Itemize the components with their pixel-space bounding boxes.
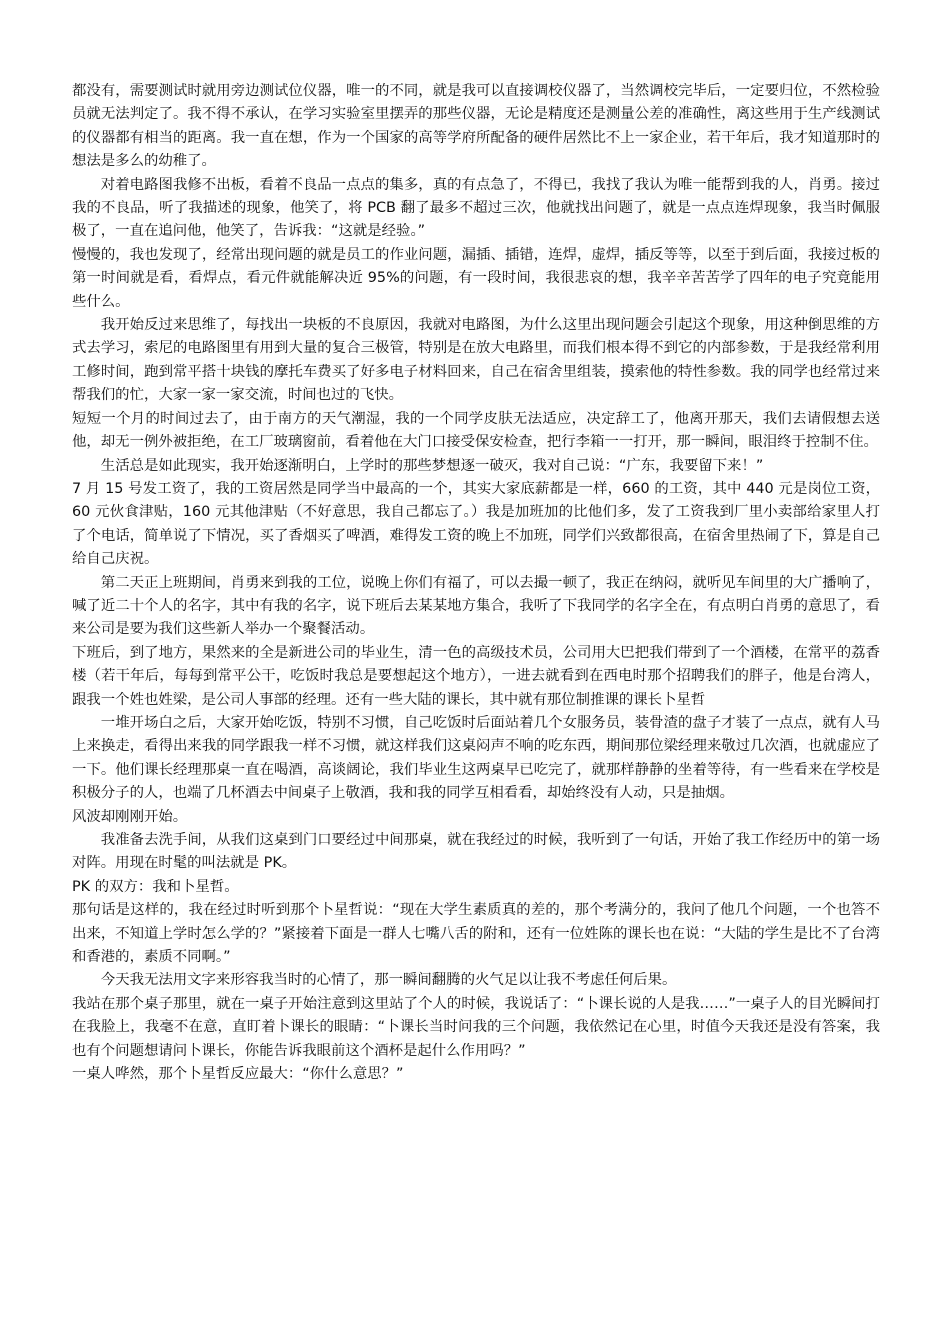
paragraph: 都没有，需要测试时就用旁边测试位仪器，唯一的不同，就是我可以直接调校仪器了，当然调校完毕后，一定要归位，不然检验员就无法判定了。我不得不承认，在学习实验室里摆弄的那些仪器，无论是精度还是测量公差的准确性，离这些用于生产线测试的仪器都有相当的距离。我一直在想，作为一个国家的高等学府所配备的硬件居然比不上一家企业，若干年后，我才知道那时的想法是多么的幼稚了。 — [72, 83, 880, 170]
paragraph: 生活总是如此现实，我开始逐渐明白，上学时的那些梦想逐一破灭，我对自己说：“广东，我要留下来！” — [100, 457, 764, 474]
paragraph: 我站在那个桌子那里，就在一桌子开始注意到这里站了个人的时候，我说话了：“卜课长说的人是我……”一桌子人的目光瞬间打在我脸上，我毫不在意，直盯着卜课长的眼睛：“卜课长当时问我的三个问题，我依然记在心里，时值今天我还是没有答案，我也有个问题想请问卜课长，你能告诉我眼前这个酒杯是起什么作用吗？” — [72, 995, 880, 1059]
paragraph: 7 月 15 号发工资了，我的工资居然是同学当中最高的一个，其实大家底薪都是一样，660 的工资，其中 440 元是岗位工资，60 元伙食津贴，160 元其他津贴（不好意思，我自己都忘了。）我是加班加的比他们多，发了工资我到厂里小卖部给家里人打了个电话，简单说了下情况，买了香烟买了啤酒，难得发工资的晚上不加班，同学们兴致都很高，在宿舍里热闹了下，算是自己给自己庆祝。 — [72, 480, 880, 568]
paragraph: 我开始反过来思维了，每找出一块板的不良原因，我就对电路图，为什么这里出现问题会引起这个现象，用这种倒思维的方式去学习，索尼的电路图里有用到大量的复合三极管，特别是在放大电路里，而我们根本得不到它的内部参数，于是我经常利用工修时间，跑到常平搭十块钱的摩托车费买了好多电子材料回来，自己在宿舍里组装，摸索他的特性参数。我的同学也经常过来帮我们的忙，大家一家一家交流，时间也过的飞快。 — [72, 317, 880, 404]
paragraph: PK 的双方：我和卜星哲。 — [72, 878, 239, 895]
paragraph: 下班后，到了地方，果然来的全是新进公司的毕业生，清一色的高级技术员，公司用大巴把我们带到了一个酒楼，在常平的荔香楼（若干年后，每每到常平公干，吃饭时我总是要想起这个地方），一进去就看到在西电时那个招聘我们的胖子，他是台湾人，跟我一个姓也姓梁，是公司人事部的经理。还有一些大陆的课长，其中就有那位制推课的课长卜星哲 — [72, 644, 880, 708]
paragraph: 一桌人哗然，那个卜星哲反应最大：“你什么意思？” — [72, 1066, 404, 1083]
paragraph: 一堆开场白之后，大家开始吃饭，特别不习惯，自己吃饭时后面站着几个女服务员，装骨渣的盘子才装了一点点，就有人马上来换走，看得出来我的同学跟我一样不习惯，就这样我们这桌闷声不响的吃东西，期间那位梁经理来敬过几次酒，也就虚应了一下。他们课长经理那桌一直在喝酒，高谈阔论，我们毕业生这两桌早已吃完了，就那样静静的坐着等待，有一些看来在学校是积极分子的人，也端了几杯酒去中间桌子上敬酒，我和我的同学互相看看，却始终没有人动，只是抽烟。 — [72, 714, 880, 802]
paragraph: 慢慢的，我也发现了，经常出现问题的就是员工的作业问题，漏插、插错，连焊，虚焊，插反等等，以至于到后面，我接过板的第一时间就是看，看焊点，看元件就能解决近 95%的问题，有一段时间，我很悲哀的想，我辛辛苦苦学了四年的电子究竟能用些什么。 — [72, 246, 880, 310]
paragraph: 今天我无法用文字来形容我当时的心情了，那一瞬间翻腾的火气足以让我不考虑任何后果。 — [100, 972, 677, 989]
paragraph: 短短一个月的时间过去了，由于南方的天气潮湿，我的一个同学皮肤无法适应，决定辞工了，他离开那天，我们去请假想去送他，却无一例外被拒绝，在工厂玻璃窗前，看着他在大门口接受保安检查，把行李箱一一打开，那一瞬间，眼泪终于控制不住。 — [72, 410, 880, 451]
paragraph: 那句话是这样的，我在经过时听到那个卜星哲说：“现在大学生素质真的差的，那个考满分的，我问了他几个问题，一个也答不出来，不知道上学时怎么学的？”紧接着下面是一群人七嘴八舌的附和，还有一位姓陈的课长也在说：“大陆的学生是比不了台湾和香港的，素质不同啊。” — [72, 902, 880, 966]
paragraph: 对着电路图我修不出板，看着不良品一点点的集多，真的有点急了，不得已，我找了我认为唯一能帮到我的人，肖勇。接过我的不良品，听了我描述的现象，他笑了，将 PCB 翻了最多不超过三次，他就找出问题了，就是一点点连焊现象，我当时佩服极了，一直在追问他，他笑了，告诉我：“这就是经验。” — [72, 176, 880, 240]
paragraph: 我准备去洗手间，从我们这桌到门口要经过中间那桌，就在我经过的时候，我听到了一句话，开始了我工作经历中的第一场对阵。用现在时髦的叫法就是 PK。 — [72, 832, 880, 872]
paragraph: 风波却刚刚开始。 — [72, 808, 188, 825]
paragraph: 第二天正上班期间，肖勇来到我的工位，说晚上你们有福了，可以去撮一顿了，我正在纳闷，就听见车间里的大广播响了，喊了近二十个人的名字，其中有我的名字，说下班后去某某地方集合，我听了下我同学的名字全在，有点明白肖勇的意思了，看来公司是要为我们这些新人举办一个聚餐活动。 — [72, 574, 880, 638]
